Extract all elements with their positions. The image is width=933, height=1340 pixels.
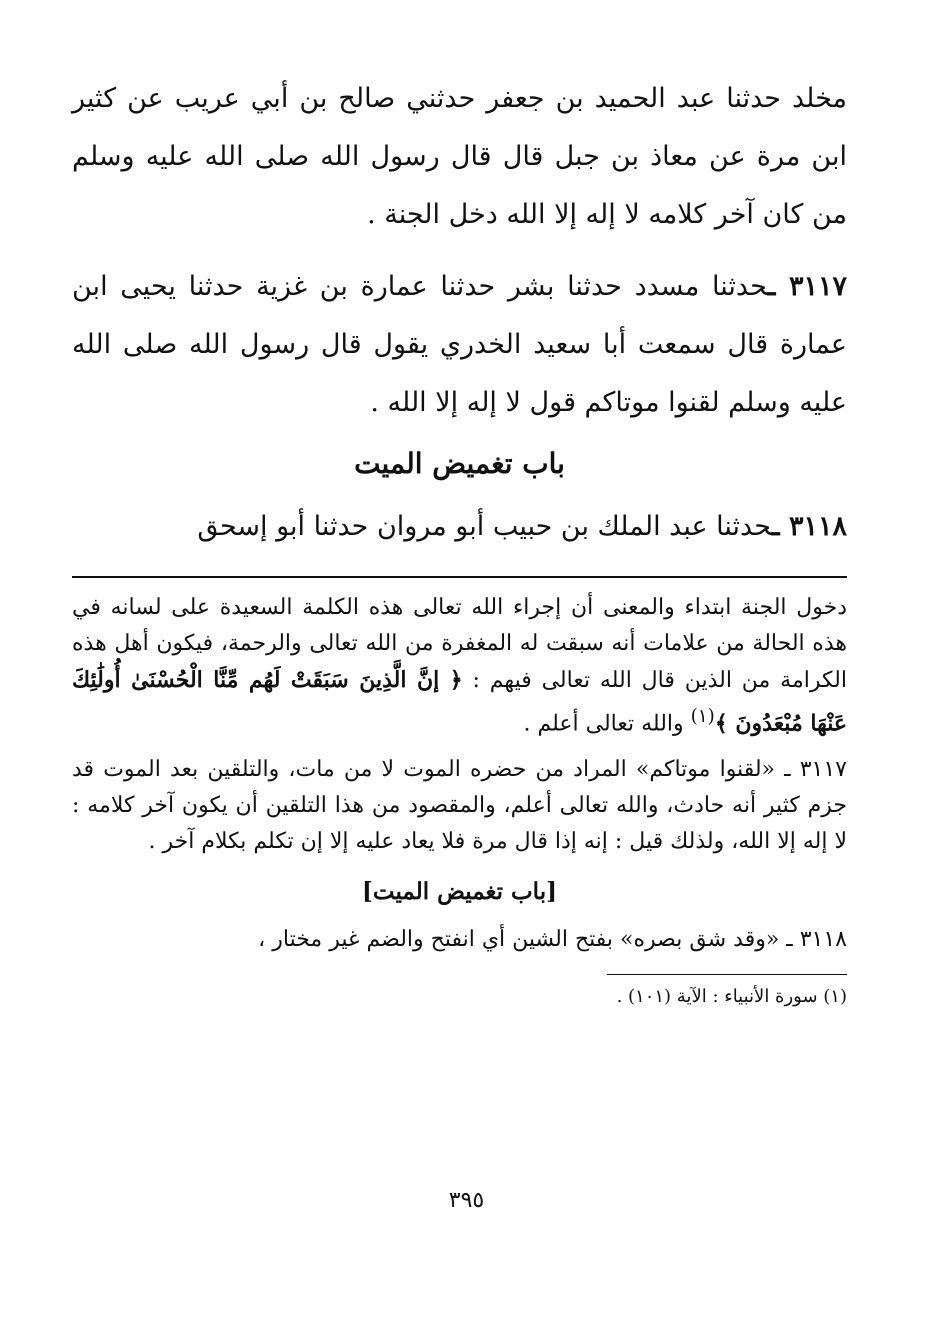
hadith-number-3117: ٣١١٧ ـ <box>767 271 848 302</box>
footnote-reference[interactable]: (١) <box>690 706 715 727</box>
hadith-number-3118: ٣١١٨ ـ <box>771 511 847 542</box>
commentary-paragraph-3: ٣١١٨ ـ «وقد شق بصره» بفتح الشين أي انفتح والضم غير مختار ، <box>258 927 847 953</box>
hadith-paragraph-2 <box>72 258 847 432</box>
hadith-paragraph-3 <box>72 498 847 556</box>
hadith-paragraph-2-text: حدثنا مسدد حدثنا بشر حدثنا عمارة بن غزية حدثنا يحيى ابن عمارة قال سمعت أبا سعيد الخدري يقول قال رسول الله صلى الله عليه وسلم لقنوا موتاكم قول لا إله إلا الله . <box>72 271 847 418</box>
commentary-paragraph-1-start: دخول الجنة ابتداء والمعنى أن إجراء الله تعالى هذه الكلمة السعيدة على لسانه في هذه الحالة من علامات أنه سبقت له المغفرة من الله تعالى والرحمة، فيكون أهل هذه الكرامة من الذين قال الله تعالى فيهم : <box>72 595 847 693</box>
quran-verse: ﴿ إنَّ الَّذِينَ سَبَقَتْ لَهُم مِّنَّا الْحُسْنَىٰ أُولَٰئِكَ عَنْهَا مُبْعَدُونَ ﴾ <box>72 667 847 737</box>
footnote: (١) سورة الأنبياء : الآية (١٠١) . <box>616 986 847 1008</box>
footnote-separator <box>607 974 847 975</box>
commentary-paragraph-1-end: والله تعالى أعلم . <box>523 711 684 737</box>
commentary-paragraph-1 <box>72 590 847 742</box>
hadith-text <box>72 70 847 556</box>
commentary-section <box>72 590 847 958</box>
chapter-heading: باب تغميض الميت <box>354 447 565 480</box>
book-page <box>72 70 847 1011</box>
commentary-paragraph-2: ٣١١٧ ـ «لقنوا موتاكم» المراد من حضره الموت لا من مات، والتلقين بعد الموت قد جزم كثير أنه حادث، والله تعالى أعلم، والمقصود من هذا التلقين أن يكون آخر كلامه : لا إله إلا الله، ولذلك قيل : إنه إذا قال مرة فلا يعاد عليه إلا إن تكلم بكلام آخر . <box>72 757 847 855</box>
hadith-paragraph-1: مخلد حدثنا عبد الحميد بن جعفر حدثني صالح بن أبي عريب عن كثير ابن مرة عن معاذ بن جبل قال قال رسول الله صلى الله عليه وسلم من كان آخر كلامه لا إله إلا الله دخل الجنة . <box>72 83 847 230</box>
commentary-separator <box>72 576 847 578</box>
hadith-paragraph-3-text: حدثنا عبد الملك بن حبيب أبو مروان حدثنا أبو إسحق <box>197 511 772 542</box>
commentary-heading: [باب تغميض الميت] <box>362 878 557 906</box>
page-number: ٣٩٥ <box>448 1188 485 1213</box>
